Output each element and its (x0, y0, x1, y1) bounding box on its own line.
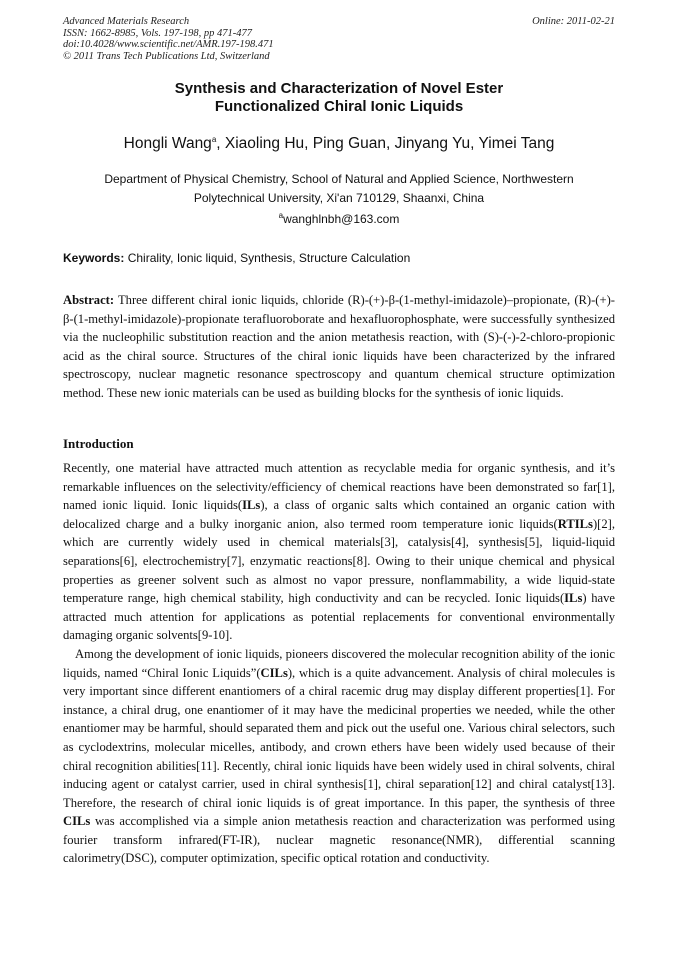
p1-term-rtils: RTILs (557, 516, 593, 531)
p2-text-e: was accomplished via a simple anion metathesis reaction and characterization was performed using fourier transform infrared(FT-IR), nuclear magnetic resonance(NMR), differential scanning calorimetry(DSC), computer optimization, specific optical rotation and conductivity. (63, 814, 615, 866)
affiliation-line-2: Polytechnical University, Xi'an 710129, Shaanxi, China (193, 191, 485, 205)
p1-text-e: )[2], which are currently widely used in chemical materials[3], catalysis[4], synthesis[5], liquid-liquid separations[6], electrochemistry[7], enzymatic reactions[8]. Owing to their unique chemical and physical properties as greener solvent such as almost no vapor pressure, nonflammability, a wide liquid-state temperature range, high chemical stability, high conductivity and can be recycled. Ionic liquids( (63, 516, 615, 606)
p1-text-a: Recently, one material have attracted much attention as recyclable media for organic synthesis, and it’s remarkable influences on the selectivity/efficiency of chemical reactions have been demonstrated so far[1], named ionic liquid. Ionic liquids( (63, 461, 615, 513)
issn-line: ISSN: 1662-8985, Vols. 197-198, pp 471-477 (63, 27, 252, 39)
abstract-text: Three different chiral ionic liquids, chloride (R)-(+)-β-(1-methyl-imidazole)–propionate, (R)-(+)-β-(1-methyl-imidazole)-propionate terafluoroborate and hexafluorophosphate, were successfully synthesized via the nucleophilic substitution reaction and the anion metathesis reaction, with (S)-(-)-2-chloro-propionic acid as the chiral source. Structures of the chiral ionic liquids have been characterized by the infrared spectroscopy, nuclear magnetic resonance spectroscopy and quantum chemical structure optimization method. These new ionic materials can be used as building blocks for the synthesis of ionic liquids. (63, 293, 615, 400)
doi-line: doi:10.4028/www.scientific.net/AMR.197-198.471 (63, 39, 274, 50)
abstract (63, 291, 615, 403)
email-sup: a (278, 211, 284, 220)
abstract-label: Abstract: (63, 293, 115, 307)
journal-header (63, 16, 615, 62)
introduction-body (63, 459, 615, 868)
p2-text-a: Among the development of ionic liquids, pioneers discovered the molecular recognition ability of the ionic liquids, named “Chiral Ionic Liquids”( (63, 646, 615, 680)
other-authors: , Xiaoling Hu, Ping Guan, Jinyang Yu, Yimei Tang (216, 135, 555, 152)
p2-term-cils-2: CILs (63, 814, 91, 829)
email-address: wanghlnbh@163.com (283, 212, 400, 226)
keywords-text: Chirality, Ionic liquid, Synthesis, Structure Calculation (124, 251, 411, 265)
paper-title (0, 80, 678, 116)
p2-text-c: ), which is a quite advancement. Analysis of chiral molecules is very important since different enantiomers of a chiral racemic drug may display different properties[1]. For instance, a chiral drug, one enantiomer of it may have the medicinal properties we needed, while the other enantiomer may be harmful, should separated them and pick out the useful one. Various chiral selectors, such as cyclodextrins, molecular micelles, antibody, and crown ethers have been widely used because of their chiral recognition abilities[11]. Recently, chiral ionic liquids have been widely used in chiral solvents, chiral inducing agent or catalyst carrier, used in chiral synthesis[1], chiral separation[12] and chiral catalyst[13]. Therefore, the research of chiral ionic liquids is of great importance. In this paper, the synthesis of three (63, 665, 616, 810)
title-line-1: Synthesis and Characterization of Novel Ester (174, 80, 504, 97)
first-author: Hongli Wang (123, 135, 212, 152)
title-line-2: Functionalized Chiral Ionic Liquids (214, 98, 464, 115)
online-date: Online: 2011-02-21 (532, 16, 615, 27)
intro-paragraph-2 (63, 645, 615, 868)
p1-term-ils: ILs (242, 498, 261, 513)
introduction-heading: Introduction (63, 436, 134, 451)
journal-name: Advanced Materials Research (63, 16, 190, 27)
intro-paragraph-1 (63, 459, 615, 645)
first-author-sup: a (211, 134, 217, 144)
author-list (0, 135, 678, 153)
p1-term-ils-2: ILs (564, 591, 583, 606)
contact-email (0, 212, 678, 226)
p2-term-cils: CILs (260, 665, 288, 680)
keywords-label: Keywords: (63, 251, 125, 265)
copyright-line: © 2011 Trans Tech Publications Ltd, Switzerland (63, 50, 270, 62)
affiliation (0, 170, 678, 208)
p1-text-c: ), a class of organic salts which contained an organic cation with delocalized charge and a bulky inorganic anion, also termed room temperature ionic liquids( (63, 498, 615, 531)
affiliation-line-1: Department of Physical Chemistry, School of Natural and Applied Science, Northwestern (104, 172, 574, 186)
p1-text-g: ) have attracted much attention for applications as potential replacements for conventional environmentally damaging organic solvents[9-10]. (63, 591, 616, 643)
keywords (63, 251, 615, 265)
